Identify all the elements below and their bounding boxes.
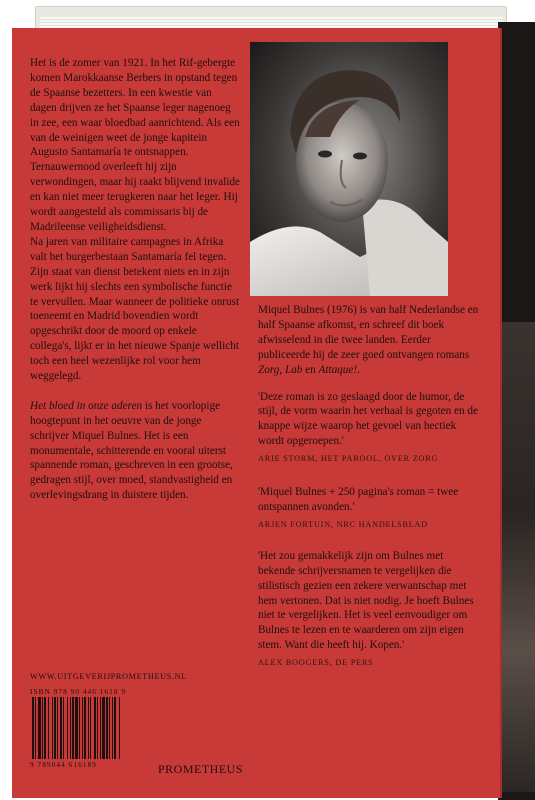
blurb-paragraph-1: Het is de zomer van 1921. In het Rif-gebergte komen Marokkaanse Berbers in opstand tegen de Spaanse bezetters. In een kwestie van dagen drijven ze het Spaanse leger nagenoeg in zee, een waar bloedbad aanrichtend. Als een van de weinigen weet de jonge kapitein Augusto Santamaría te ontsnappen. Ternauwernood overleeft hij zijn verwondingen, maar hij raakt blijvend invalide en kan niet meer terugkeren naar het leger. Hij wordt aangesteld als commissaris bij de Madrileense veiligheidsdienst. [30,57,241,233]
barcode-bar [54,697,56,759]
barcode-bar [42,697,43,759]
barcode-bar [67,697,68,759]
review-source: ARJEN FORTUIN, NRC HANDELSBLAD [258,519,428,529]
review-source: ARIE STORM, HET PAROOL, OVER ZORG [258,454,439,464]
barcode-bar [57,697,58,759]
barcode-bar [63,697,64,759]
review-quote: 'Het zou gemakkelijk zijn om Bulnes met bekende schrijversnamen te vergelijken die stilistisch gezien een zekere verwantschap met hem vertonen. Dat is niet nodig. Je hoeft Bulnes niet te vergelijken. Het is veel eenvoudiger om Bulnes te lezen en te waarderen om zijn eigen stem. Want die heeft hij. Kopen.' [258,549,474,652]
novel-title: Attaque! [318,363,358,376]
barcode-bar [35,697,36,759]
novel-title: Zorg [258,363,280,376]
barcode-bar [97,697,98,759]
barcode-bar [119,697,120,759]
barcode-bar [79,697,80,759]
barcode [30,697,148,759]
spine-photo [498,322,535,792]
publisher-logo: PROMETHEUS [158,762,244,776]
novel-title: Lab [284,363,303,376]
barcode-bar [90,697,91,759]
blurb-paragraph-3: Het bloed in onze aderen is het voorlopige hoogtepunt in het oeuvre van de jonge schrijver Miquel Bulnes. Het is een monumentale, schitterende en vooral uiterst spannende roman, geschreven in een grootse, gedragen stijl, over moed, standvastigheid en overlevingsdrang in duistere tijden. [30,399,233,502]
book-spine [498,22,535,800]
review-quote: 'Deze roman is zo geslaagd door de humor, de stijl, de vorm waarin het verhaal is gegoten en de knappe wijze waarop het gevoel van hectiek wordt opgeroepen.' [258,390,478,448]
barcode-bar [52,697,53,759]
blurb [30,56,240,503]
barcode-bar [32,697,34,759]
barcode-bar [70,697,71,759]
book-title: Het bloed in onze aderen [30,399,143,412]
author-bio: Miquel Bulnes (1976) is van half Nederlandse en half Spaanse afkomst, en schreef dit boek afwisselend in die twee landen. Eerder publiceerde hij de zeer goed ontvangen romans Zorg, Lab en Attaque!. [258,304,479,376]
barcode-bar [112,697,113,759]
barcode-bar [48,697,49,759]
barcode-bar [88,697,89,759]
barcode-bar [44,697,46,759]
barcode-bar [106,697,108,759]
barcode-bar [102,697,105,759]
publisher-url: WWW.UITGEVERIJPROMETHEUS.NL [30,672,187,681]
author-and-reviews [258,303,480,671]
barcode-bar [82,697,83,759]
barcode-bar [72,697,74,759]
blurb-paragraph-2: Na jaren van militaire campagnes in Afrika valt het burgerbestaan Santamaría fel tegen. Zijn staat van dienst betekent niets en in zijn werk lijkt hij slechts een symbolische functie te vervullen. Maar wanneer de politieke onrust toeneemt en Madrid bovendien wordt opgeschrikt door de moord op enkele collega's, lijkt er in het nieuwe Spanje wellicht toch een heel wezenlijke rol voor hem weggelegd. [30,235,240,383]
barcode-bar [38,697,41,759]
isbn: ISBN 978 90 446 1618 9 [30,687,127,696]
barcode-bar [100,697,101,759]
barcode-bar [75,697,78,759]
barcode-bar [60,697,62,759]
review-quote: 'Miquel Bulnes + 250 pagina's roman = twee ontspannen avonden.' [258,486,459,513]
author-photo [250,42,448,296]
barcode-number: 9 789044 616189 [30,761,97,769]
barcode-bar [94,697,96,759]
barcode-bar [84,697,86,759]
review-source: ALEX BOOGERS, DE PERS [258,658,374,668]
barcode-bar [109,697,110,759]
barcode-bar [114,697,116,759]
